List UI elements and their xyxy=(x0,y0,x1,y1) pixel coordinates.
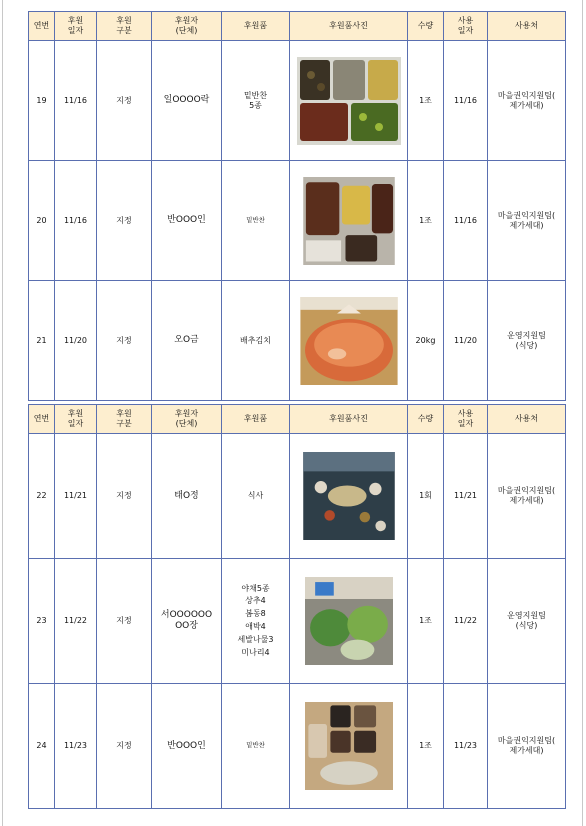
cell-donor: 반OOO인 xyxy=(152,684,222,809)
cell-type: 지정 xyxy=(97,684,152,809)
cell-no: 19 xyxy=(29,41,55,161)
header-donor-text: 후원자 (단체) xyxy=(174,16,199,35)
header-item: 후원품 xyxy=(222,12,290,41)
cell-qty: 1조 xyxy=(408,684,444,809)
cell-photo xyxy=(290,684,408,809)
header-date xyxy=(55,12,97,41)
header-qty: 수량 xyxy=(408,405,444,434)
cell-usage-text: 마을권익지원팀( 제가세대) xyxy=(497,486,556,505)
cell-donor: 반OOO인 xyxy=(152,161,222,281)
header-use-date xyxy=(444,405,488,434)
cell-donor-text: 서OOOOOO OO장 xyxy=(160,610,213,631)
header-type-text: 후원 구분 xyxy=(116,409,132,428)
header-donor-text: 후원자 (단체) xyxy=(174,409,199,428)
cell-type: 지정 xyxy=(97,161,152,281)
cell-date: 11/23 xyxy=(55,684,97,809)
page-border-right xyxy=(582,0,583,826)
header-usage: 사용처 xyxy=(488,405,566,434)
header-qty: 수량 xyxy=(408,12,444,41)
cell-usage xyxy=(488,161,566,281)
header-date-text: 후원 일자 xyxy=(67,409,84,428)
cell-item: 식사 xyxy=(222,434,290,559)
cell-qty: 1회 xyxy=(408,434,444,559)
cell-date: 11/21 xyxy=(55,434,97,559)
cell-item-text: 밑반찬 5종 xyxy=(243,90,268,110)
header-photo: 후원품사진 xyxy=(290,12,408,41)
cell-donor: 일OOOO락 xyxy=(152,41,222,161)
cell-date: 11/16 xyxy=(55,41,97,161)
header-usage: 사용처 xyxy=(488,12,566,41)
cell-item-text: 야채5종 상추4 봄동8 애박4 세발나물3 미나리4 xyxy=(237,583,274,657)
cell-use-date: 11/22 xyxy=(444,559,488,684)
header-no: 연번 xyxy=(29,405,55,434)
cell-type: 지정 xyxy=(97,559,152,684)
header-photo: 후원품사진 xyxy=(290,405,408,434)
cell-type: 지정 xyxy=(97,281,152,401)
cell-no: 23 xyxy=(29,559,55,684)
table-row xyxy=(29,161,566,281)
cell-item: 배추김치 xyxy=(222,281,290,401)
cell-donor: 태O정 xyxy=(152,434,222,559)
header-date-text: 후원 일자 xyxy=(67,16,84,35)
cell-no: 20 xyxy=(29,161,55,281)
cell-usage-text: 운영지원팀 (식당) xyxy=(507,611,546,630)
cell-type: 지정 xyxy=(97,41,152,161)
cell-item xyxy=(222,41,290,161)
header-row xyxy=(29,12,566,41)
cell-usage xyxy=(488,281,566,401)
cell-photo xyxy=(290,281,408,401)
cell-no: 21 xyxy=(29,281,55,401)
header-date xyxy=(55,405,97,434)
cell-date: 11/22 xyxy=(55,559,97,684)
photo-meal-table xyxy=(297,452,401,540)
cell-usage xyxy=(488,684,566,809)
cell-use-date: 11/23 xyxy=(444,684,488,809)
photo-vegetables xyxy=(297,577,401,665)
photo-side-dishes-packs xyxy=(297,702,401,790)
header-type xyxy=(97,405,152,434)
cell-photo xyxy=(290,41,408,161)
header-use-date-text: 사용 일자 xyxy=(457,16,474,35)
cell-usage-text: 마을권익지원팀( 제가세대) xyxy=(497,736,556,755)
cell-qty: 20kg xyxy=(408,281,444,401)
cell-use-date: 11/16 xyxy=(444,161,488,281)
table-row xyxy=(29,41,566,161)
cell-donor xyxy=(152,559,222,684)
donation-table-2 xyxy=(28,404,566,809)
table-row xyxy=(29,281,566,401)
table-row xyxy=(29,434,566,559)
cell-photo xyxy=(290,559,408,684)
cell-qty: 1조 xyxy=(408,161,444,281)
header-use-date-text: 사용 일자 xyxy=(457,409,474,428)
photo-kimchi-bag xyxy=(297,297,401,385)
header-item: 후원품 xyxy=(222,405,290,434)
cell-item: 밑반찬 xyxy=(222,684,290,809)
page-border-left xyxy=(2,0,3,826)
table-row xyxy=(29,684,566,809)
header-type xyxy=(97,12,152,41)
cell-qty: 1조 xyxy=(408,41,444,161)
cell-item xyxy=(222,559,290,684)
photo-side-dishes-five xyxy=(297,57,401,145)
cell-qty: 1조 xyxy=(408,559,444,684)
cell-use-date: 11/16 xyxy=(444,41,488,161)
cell-item: 밑반찬 xyxy=(222,161,290,281)
header-use-date xyxy=(444,12,488,41)
cell-type: 지정 xyxy=(97,434,152,559)
header-row xyxy=(29,405,566,434)
cell-no: 22 xyxy=(29,434,55,559)
cell-use-date: 11/20 xyxy=(444,281,488,401)
photo-side-dishes xyxy=(297,177,401,265)
cell-donor: 오O금 xyxy=(152,281,222,401)
cell-no: 24 xyxy=(29,684,55,809)
header-donor xyxy=(152,405,222,434)
donation-table-1 xyxy=(28,11,566,401)
header-type-text: 후원 구분 xyxy=(116,16,132,35)
cell-usage-text: 마을권익지원팀( 제가세대) xyxy=(497,90,556,110)
cell-usage-text: 운영지원팀 (식당) xyxy=(507,330,546,350)
header-no: 연번 xyxy=(29,12,55,41)
cell-usage xyxy=(488,41,566,161)
cell-usage xyxy=(488,434,566,559)
cell-photo xyxy=(290,434,408,559)
cell-date: 11/16 xyxy=(55,161,97,281)
cell-usage xyxy=(488,559,566,684)
header-donor xyxy=(152,12,222,41)
cell-usage-text: 마을권익지원팀( 제가세대) xyxy=(497,210,556,230)
cell-date: 11/20 xyxy=(55,281,97,401)
cell-use-date: 11/21 xyxy=(444,434,488,559)
table-row xyxy=(29,559,566,684)
cell-photo xyxy=(290,161,408,281)
